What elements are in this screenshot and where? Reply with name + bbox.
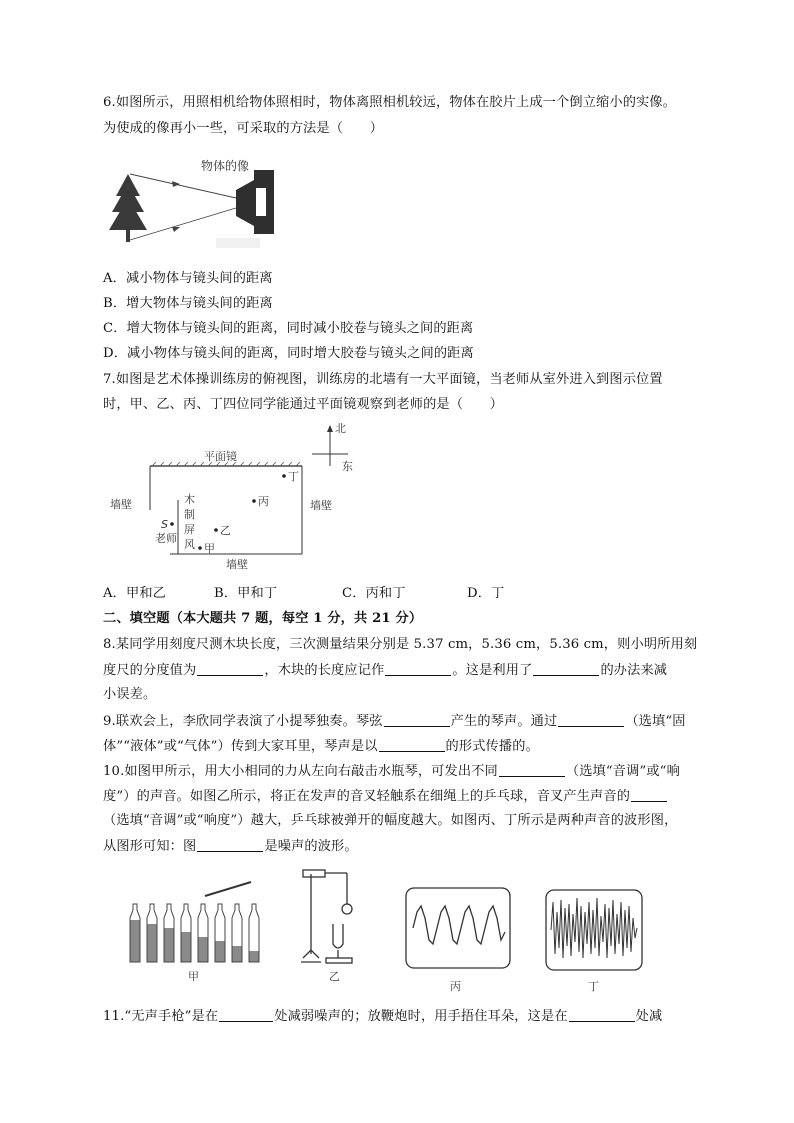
teacher-point	[170, 522, 174, 526]
q11-blank-1[interactable]	[219, 1007, 273, 1022]
q8-blank-2[interactable]	[385, 661, 451, 676]
tuning-fork-figure	[301, 870, 352, 983]
q10-line4	[103, 837, 358, 856]
screen-char-4: 风	[184, 538, 195, 551]
camera-figure	[108, 154, 283, 262]
image-label: 物体的像	[201, 159, 250, 173]
q11-text-b: 处减弱噪声的；放鞭炮时，用手捂住耳朵，这是在	[274, 1009, 568, 1024]
q7-option-d: D．丁	[467, 586, 505, 601]
water-bottles-figure	[130, 882, 259, 983]
q8-text-a: 度尺的分度值为	[103, 663, 197, 678]
q6-option-a: A．减小物体与镜头间的距离	[103, 271, 273, 286]
q11-text-a: 11.“无声手枪”是在	[103, 1009, 219, 1024]
caption-yi: 乙	[329, 970, 340, 983]
striker-stick	[205, 882, 251, 896]
q7-option-a: A．甲和乙	[103, 586, 167, 601]
noise-waveform-figure	[546, 890, 642, 993]
screen-char-3: 屏	[184, 523, 195, 536]
teacher-s-label: S	[161, 518, 168, 531]
q10-line2	[103, 787, 668, 806]
q7-stem-line1: 7.如图是艺术体操训练房的俯视图，训练房的北墙有一大平面镜，当老师从室外进入到图示位置	[103, 372, 663, 387]
q9-text-c: （选填“固	[625, 714, 686, 729]
q6-stem-line1: 6.如图所示，用照相机给物体照相时，物体离照相机较远，物体在胶片上成一个倒立缩小的实像。	[103, 95, 677, 110]
sound-figures	[125, 862, 655, 998]
wall-right-label: 墙壁	[310, 499, 332, 512]
q8-text-d: 的办法来减	[600, 663, 668, 678]
q10-text-c: 度”）的声音。如图乙所示，将正在发声的音叉轻触系在细绳上的乒乓球，音叉产生声音的	[103, 789, 631, 804]
q8-blank-1[interactable]	[197, 661, 263, 676]
caption-ding: 丁	[588, 980, 599, 993]
q9-text-d: 体”“液体”或“气体”）传到大家耳里，琴声是以	[103, 739, 378, 754]
student-bing-label: 丙	[258, 495, 269, 508]
student-ding-label: 丁	[288, 470, 299, 483]
q10-text-b: （选填“音调”或“响	[565, 764, 680, 779]
q9-blank-3[interactable]	[379, 737, 445, 752]
q6-stem-line2: 为使成的像再小一些，可采取的方法是（ ）	[103, 121, 384, 136]
q10-text-e: 是噪声的波形。	[264, 839, 358, 854]
musical-waveform-figure	[406, 888, 510, 993]
q9-line1	[103, 712, 686, 731]
q10-text-d: 从图形可知：图	[103, 839, 197, 854]
screen-char-1: 木	[184, 493, 195, 506]
q8-line2	[103, 661, 667, 680]
q10-text-a: 10.如图甲所示，用大小相同的力从左向右敲击水瓶琴，可发出不同	[103, 764, 498, 779]
q10-line1	[103, 762, 680, 781]
student-ding-point	[282, 474, 286, 478]
q11-text-c: 处减	[635, 1009, 663, 1024]
student-bing-point	[252, 499, 256, 503]
q9-text-e: 的形式传播的。	[445, 739, 539, 754]
section-title: 二、填空题（本大题共 7 题，每空 1 分，共 21 分）	[103, 611, 423, 626]
q8-line1: 8.某同学用刻度尺测木块长度，三次测量结果分别是 5.37 cm，5.36 cm，5.36 cm，则小明所用刻	[103, 637, 698, 652]
q9-blank-2[interactable]	[558, 712, 624, 727]
north-label: 北	[335, 422, 346, 435]
screen-char-2: 制	[184, 508, 195, 521]
student-yi-point	[214, 528, 218, 532]
q10-line3: （选填“音调”或“响度”）越大，乒乓球被弹开的幅度越大。如图丙、丁所示是两种声音的波形图，	[103, 813, 678, 828]
q8-blank-3[interactable]	[533, 661, 599, 676]
q10-blank-3[interactable]	[197, 837, 263, 852]
caption-bing: 丙	[450, 980, 461, 993]
q10-blank-2[interactable]	[631, 787, 667, 802]
teacher-label: 老师	[155, 532, 177, 545]
q6-option-b: B．增大物体与镜头间的距离	[103, 296, 273, 311]
q8-line3: 小误差。	[103, 687, 157, 702]
student-jia-label: 甲	[204, 542, 215, 555]
q8-text-c: 。这是利用了	[452, 663, 533, 678]
q8-text-b: ，木块的长度应记作	[264, 663, 385, 678]
east-label: 东	[342, 460, 353, 473]
gym-floorplan-figure	[108, 420, 378, 576]
wall-left-label: 墙壁	[110, 498, 132, 511]
wall-bottom-label: 墙壁	[226, 558, 248, 571]
q9-blank-1[interactable]	[384, 712, 450, 727]
camera-icon	[236, 170, 274, 234]
q7-option-b: B．甲和丁	[214, 586, 278, 601]
q7-stem-line2: 时，甲、乙、丙、丁四位同学能通过平面镜观察到老师的是（ ）	[103, 397, 504, 412]
student-yi-label: 乙	[220, 524, 231, 537]
q11-line1	[103, 1007, 662, 1026]
q6-option-c: C．增大物体与镜头间的距离，同时减小胶卷与镜头之间的距离	[103, 321, 474, 336]
q10-blank-1[interactable]	[499, 762, 565, 777]
q9-text-a: 9.联欢会上，李欣同学表演了小提琴独奏。琴弦	[103, 714, 383, 729]
q11-blank-2[interactable]	[569, 1007, 635, 1022]
q7-option-c: C．丙和丁	[342, 586, 406, 601]
q9-line2	[103, 737, 539, 756]
mirror-label: 平面镜	[204, 450, 237, 463]
q6-option-d: D．减小物体与镜头间的距离，同时增大胶卷与镜头之间的距离	[103, 346, 474, 361]
tree-icon	[109, 174, 147, 242]
q9-text-b: 产生的琴声。通过	[450, 714, 558, 729]
student-jia-point	[198, 546, 202, 550]
caption-jia: 甲	[188, 970, 199, 983]
